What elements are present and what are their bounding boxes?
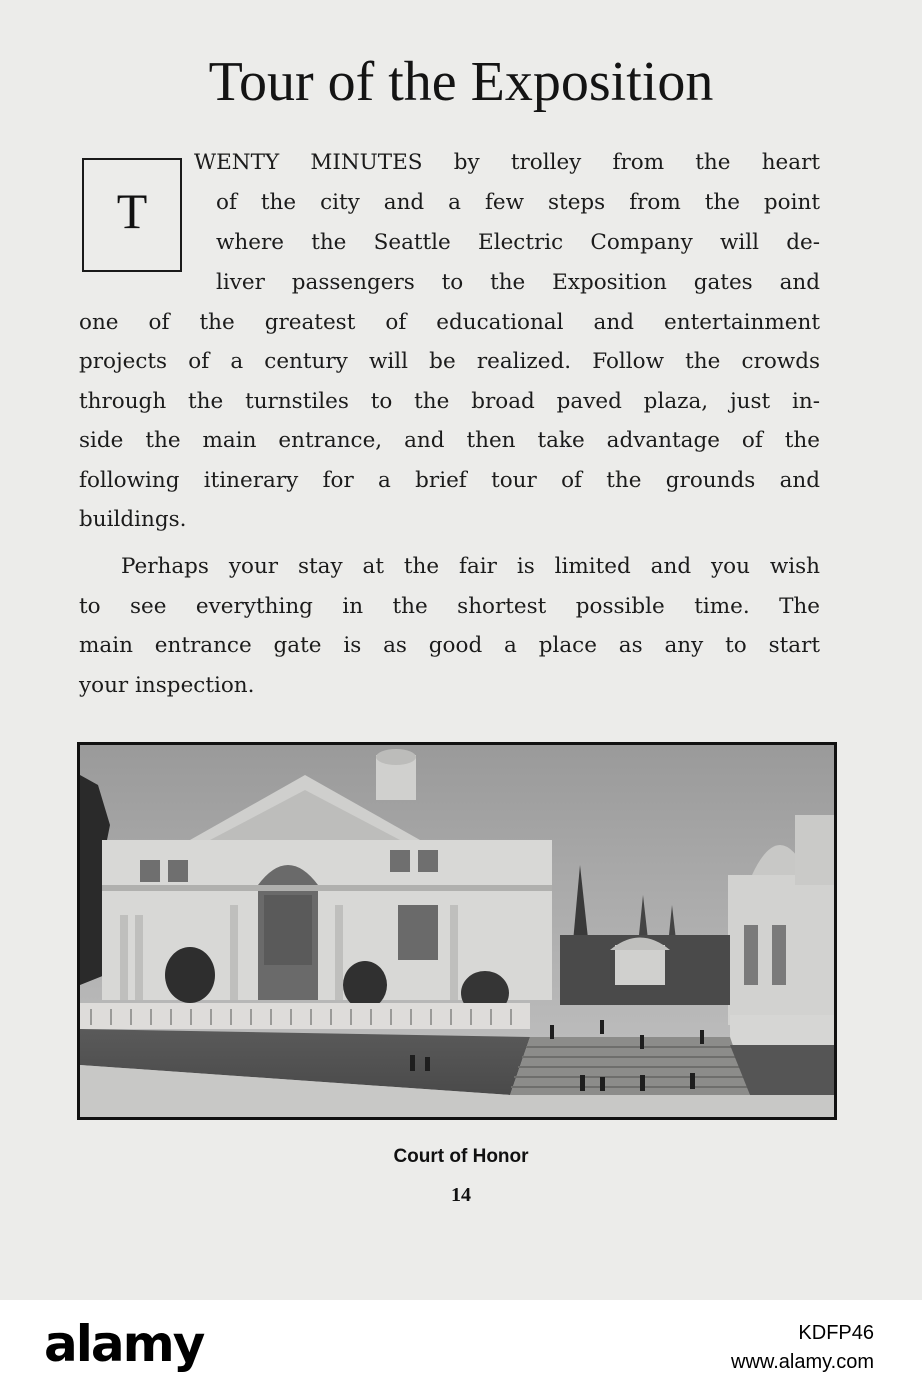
photo-caption: Court of Honor <box>393 1146 529 1167</box>
page-title: Tour of the Exposition <box>208 51 714 113</box>
paragraph-2-line: Perhaps your stay at the fair is limited and you wish <box>121 554 820 579</box>
alamy-logo: alamy <box>44 1315 204 1373</box>
paragraph-1-line: WENTY MINUTES by trolley from the heart <box>194 150 820 175</box>
paragraph-1-line: where the Seattle Electric Company will de- <box>216 230 820 255</box>
court-of-honor-photo <box>77 742 837 1120</box>
image-code: KDFP46 <box>798 1322 874 1344</box>
paragraph-2-line: main entrance gate is as good a place as any to start <box>79 633 820 658</box>
paragraph-1-line: following itinerary for a brief tour of the grounds and <box>79 468 820 493</box>
page-number: 14 <box>451 1184 471 1206</box>
paragraph-1-line: one of the greatest of educational and entertainment <box>79 310 820 335</box>
paragraph-2-line: to see everything in the shortest possible time. The <box>79 594 820 619</box>
paragraph-1-line: of the city and a few steps from the point <box>216 190 820 215</box>
paragraph-1-line: liver passengers to the Exposition gates and <box>216 270 820 295</box>
paragraph-1-line: through the turnstiles to the broad paved plaza, just in- <box>79 389 820 414</box>
paragraph-1-line: buildings. <box>79 507 187 532</box>
paragraph-2-line: your inspection. <box>79 673 255 698</box>
paragraph-1-line: projects of a century will be realized. Follow the crowds <box>79 349 820 374</box>
footer-url: www.alamy.com <box>731 1351 874 1373</box>
dropcap-frame <box>82 158 182 272</box>
photo-illustration <box>80 745 834 1117</box>
paragraph-1-line: side the main entrance, and then take advantage of the <box>79 428 820 453</box>
dropcap-letter: T <box>116 183 148 239</box>
